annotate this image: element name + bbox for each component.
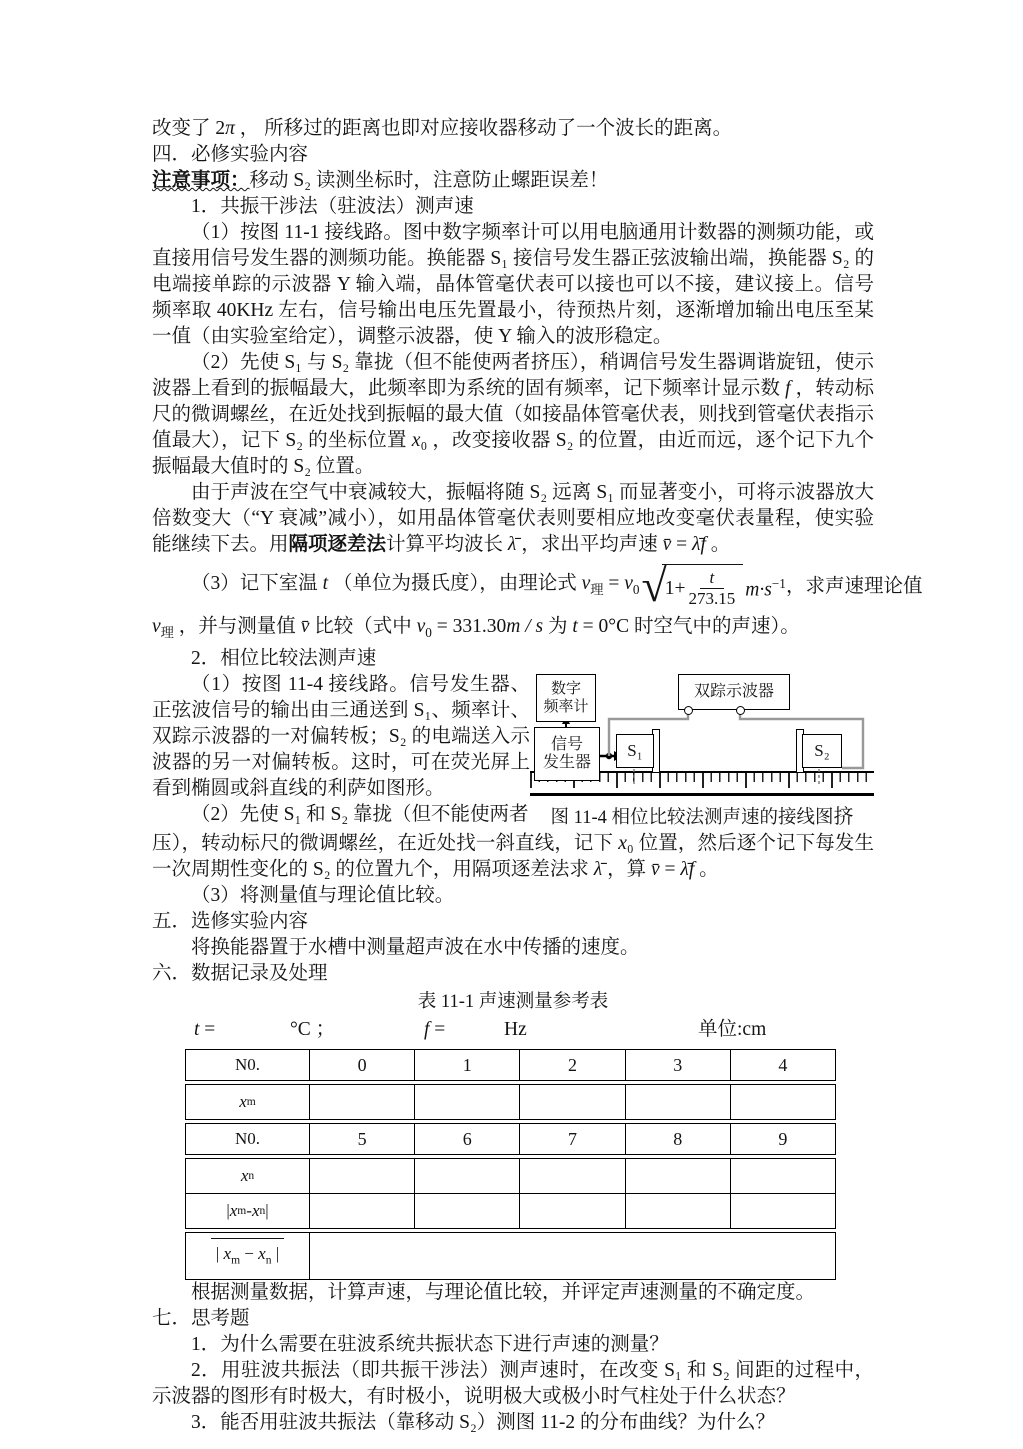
para-1-1: （1）按图 11-1 接线路。图中数字频率计可以用电脑通用计数器的测频功能，或直接用信号发生器的测频功能。换能器 S₁ 接信号发生器正弦波输出端，换能器 S₂ 的电端接单踪的示波器 Y 输入端，晶体管毫伏表可以接也可以不接，建议接上。信号频率取 40KHz 左右，信号输出电压先置最小，待预热片刻，逐渐增加输出电压至某一值（由实验室给定），调整示波器，使 Y 输入的波形稳定。 — [152, 222, 874, 347]
method-2-heading: 2．相位比较法测声速 — [191, 647, 377, 669]
row-label: | x m - x n | — [226, 1200, 269, 1220]
table-cell: 2 — [519, 1050, 624, 1080]
para-6: 根据测量数据，计算声速，与理论值比较，并评定声速测量的不确定度。 — [191, 1281, 816, 1303]
table-cell — [519, 1194, 624, 1228]
question-3: 3．能否用驻波共振法（靠移动 S₂）测图 11-2 的分布曲线？为什么？ — [191, 1411, 776, 1433]
document-page — [152, 116, 923, 1436]
s2-transducer-box — [802, 734, 842, 768]
frequency-counter-label-2: 频率计 — [543, 698, 589, 715]
fraction-denominator: 273.15 — [688, 589, 736, 609]
table-cell — [519, 1085, 624, 1119]
table-cell — [625, 1194, 730, 1228]
cond-t: t = — [194, 1018, 216, 1040]
table-title: 表 11-1 声速测量参考表 — [417, 991, 609, 1012]
table-cell — [414, 1194, 519, 1228]
cond-f-unit: Hz — [504, 1018, 527, 1040]
table-cell: 5 — [309, 1124, 414, 1154]
table-cell: 4 — [730, 1050, 835, 1080]
signal-generator-box — [534, 727, 600, 781]
fraction-numerator: t — [700, 568, 725, 589]
table-cell — [309, 1159, 414, 1193]
question-2: 2．用驻波共振法（即共振干涉法）测声速时，在改变 S₁ 和 S₂ 间距的过程中，示波器的图形有时极大，有时极小，说明极大或极小时气柱处于什么状态？ — [152, 1359, 874, 1407]
oscilloscope-terminal-right — [736, 706, 745, 715]
table-cell — [625, 1159, 730, 1193]
theory-formula-line — [152, 560, 923, 612]
signal-generator-label-2: 发生器 — [542, 753, 591, 771]
row-label: x m — [239, 1091, 256, 1111]
table-cell — [625, 1085, 730, 1119]
formula-pre: （3）记下室温 t （单位为摄氏度），由理论式 $v_理 = v_0$ — [191, 572, 640, 597]
para-1-3b: $v_理$ ，并与测量值 v̄ 比较（式中 $v_0 = 331.30m / s$ 为 t = 0°C 时空气中的声速）。 — [152, 615, 800, 640]
formula-unit: $m\cdot s^{-1}$ — [745, 575, 786, 601]
wiring-diagram — [530, 672, 874, 800]
cond-f: f = — [424, 1018, 446, 1040]
table-cell: 3 — [625, 1050, 730, 1080]
formula-post: ，求声速理论值 — [785, 575, 923, 597]
table-row-xm — [185, 1084, 836, 1120]
table-row-no-5-9 — [185, 1123, 836, 1155]
table-cell — [414, 1159, 519, 1193]
overline-expression: | $x_m - x_n$ | — [211, 1238, 284, 1273]
radical-sign: √ — [641, 560, 667, 612]
s1-transducer-box — [616, 734, 654, 768]
row-label: x n — [240, 1165, 255, 1185]
signal-generator-label-1: 信号 — [550, 735, 583, 753]
notice-label: 注意事项： — [152, 170, 250, 191]
table-cell: 8 — [625, 1124, 730, 1154]
table-rows-xn-diff — [185, 1158, 836, 1229]
frequency-counter-box — [536, 674, 596, 722]
oscilloscope-terminal-left — [684, 706, 693, 715]
figure-caption — [530, 804, 874, 831]
table-row-average — [185, 1232, 836, 1280]
table-cell: 6 — [414, 1124, 519, 1154]
para-2-2-start: （2）先使 S₁ 和 S₂ 靠拢（但不能使两者 — [191, 803, 529, 825]
row-label: N0. — [234, 1128, 261, 1148]
para-2-3: （3）将测量值与理论值比较。 — [191, 884, 455, 906]
section-6-heading: 六．数据记录及处理 — [152, 962, 328, 984]
s2-label: S₂ — [814, 740, 830, 760]
para-2-1: （1）按图 11-4 接线路。信号发生器、正弦波信号的输出由三通送到 S₁、频率计、双踪示波器的一对偏转板；S₂ 的电端送入示波器的另一对偏转板。这时，可在荧光屏上看到椭圆或斜直线的利萨如图形。 — [152, 673, 530, 799]
para-5: 将换能器置于水槽中测量超声波在水中传播的速度。 — [191, 936, 640, 958]
oscilloscope-label: 双踪示波器 — [693, 682, 774, 700]
data-table — [185, 1049, 836, 1280]
table-cell — [730, 1085, 835, 1119]
table-cell: 1 — [414, 1050, 519, 1080]
para-2-2-cont: 压），转动标尺的微调螺丝，在近处找一斜直线，记下 x₀ 位置，然后逐个记下每发生一次周期性变化的 S₂ 的位置九个，用隔项逐差法求 λ̄ ，算 v̄ = λ̄f 。 — [152, 832, 874, 880]
row-label — [186, 1233, 309, 1279]
sqrt-expression — [641, 560, 744, 612]
section-4-heading: 四．必修实验内容 — [152, 144, 309, 165]
radicand-one: 1+ — [664, 577, 686, 599]
table-cell — [519, 1159, 624, 1193]
para-1-2b: 由于声波在空气中衰减较大，振幅将随 S₂ 远离 S₁ 而显著变小，可将示波器放大倍数变大（“Y 衰减”减小），如用晶体管毫伏表则要相应地改变毫伏表量程，使实验能继续下去。用隔项逐差法计算平均波长 λ̄ ，求出平均声速 v̄ = λ̄f 。 — [152, 482, 874, 555]
table-cell — [730, 1159, 835, 1193]
section-5-heading: 五．选修实验内容 — [152, 910, 309, 932]
question-1: 1．为什么需要在驻波系统共振状态下进行声速的测量？ — [191, 1333, 669, 1355]
para-1-2: （2）先使 S₁ 与 S₂ 靠拢（但不能使两者挤压），稍调信号发生器调谐旋钮，使示波器上看到的振幅最大，此频率即为系统的固有频率，记下频率计显示数 f ，转动标尺的微调螺丝，在近处找到振幅的最大值（如接晶体管毫伏表，则找到管毫伏表指示值最大），记下 S₂ 的坐标位置 x₀ ，改变接收器 S₂ 的位置，由近而远，逐个记下九个振幅最大值时的 S₂ 位置。 — [152, 352, 874, 477]
notice-text: 移动 S₂ 读测坐标时，注意防止螺距误差！ — [249, 170, 609, 191]
row-label: N0. — [234, 1054, 261, 1074]
table-cell — [309, 1194, 414, 1228]
table-cell: 9 — [730, 1124, 835, 1154]
frequency-counter-label-1: 数字 — [550, 680, 581, 697]
table-row-no-0-4 — [185, 1049, 836, 1081]
oscilloscope-box — [678, 674, 790, 710]
cond-t-unit: °C ； — [290, 1018, 336, 1040]
table-wide-cell — [309, 1233, 835, 1279]
figure-caption-text: 图 11-4 相位比较法测声速的接线图 — [550, 807, 834, 828]
wrapped-text-column — [152, 672, 530, 828]
table-cell — [730, 1194, 835, 1228]
intro-line: 改变了 2π ， 所移过的距离也即对应接收器移动了一个波长的距离。 — [152, 118, 733, 139]
notice-line — [152, 168, 874, 194]
section-7-heading: 七．思考题 — [152, 1307, 250, 1329]
s1-label: S₁ — [627, 740, 643, 760]
figure-11-4 — [530, 672, 874, 831]
fraction — [689, 568, 736, 610]
table-cell: 0 — [309, 1050, 414, 1080]
wrapped-overflow-char: 挤 — [833, 805, 854, 828]
table-cell: 7 — [519, 1124, 624, 1154]
method-1-heading: 1．共振干涉法（驻波法）测声速 — [191, 196, 474, 217]
figure-wrap-row — [152, 672, 874, 831]
cond-unit: 单位:cm — [698, 1018, 767, 1040]
table-cell — [414, 1085, 519, 1119]
table-cell — [309, 1085, 414, 1119]
table-conditions-line — [152, 1017, 874, 1047]
